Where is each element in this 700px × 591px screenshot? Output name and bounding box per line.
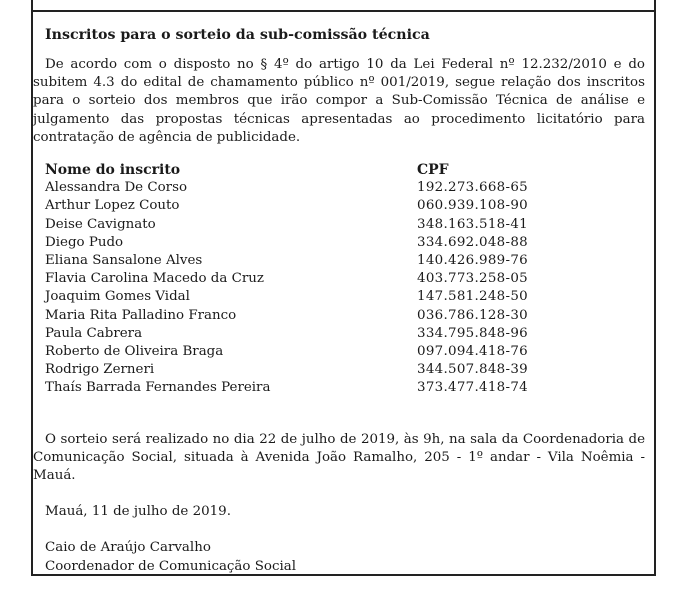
- registrant-cpf: 344.507.848-39: [417, 362, 528, 378]
- registrant-name: Deise Cavignato: [45, 216, 156, 232]
- header-name: Nome do inscrito: [45, 162, 181, 179]
- notice-content: [33, 26, 645, 576]
- notice-title: Inscritos para o sorteio da sub-comissão técnica: [45, 27, 430, 43]
- registrant-cpf: 140.426.989-76: [417, 253, 528, 269]
- signature-role: Coordenador de Comunicação Social: [45, 558, 297, 574]
- registrant-name: Roberto de Oliveira Braga: [45, 344, 224, 360]
- registrant-cpf: 373.477.418-74: [417, 380, 528, 396]
- registrant-cpf: 060.939.108-90: [417, 198, 528, 214]
- table-row: [45, 288, 528, 306]
- registrants-table: [45, 161, 528, 398]
- signature-name: Caio de Araújo Carvalho: [45, 540, 211, 556]
- registrant-cpf: 097.094.418-76: [417, 344, 528, 360]
- registrant-name: Diego Pudo: [45, 234, 124, 250]
- table-row: [45, 179, 528, 197]
- table-row: [45, 361, 528, 379]
- registrant-name: Maria Rita Palladino Franco: [45, 307, 237, 323]
- table-row: [45, 197, 528, 215]
- registrant-cpf: 348.163.518-41: [417, 216, 528, 232]
- table-row: [45, 216, 528, 234]
- registrant-name: Flavia Carolina Macedo da Cruz: [45, 271, 264, 287]
- registrant-cpf: 036.786.128-30: [417, 307, 528, 323]
- registrant-cpf: 192.273.668-65: [417, 180, 528, 196]
- date-line: Mauá, 11 de julho de 2019.: [45, 504, 231, 520]
- header-cpf: CPF: [417, 162, 449, 179]
- closing-paragraph: O sorteio será realizado no dia 22 de julho de 2019, às 9h, na sala da Coordenadoria de Comunicação Social, situada à Avenida João Ramalho, 205 - 1º andar - Vila Noêmia - Mauá.: [33, 431, 645, 484]
- registrant-name: Rodrigo Zerneri: [45, 362, 155, 378]
- registrant-cpf: 334.795.848-96: [417, 325, 528, 341]
- signature-block: [45, 539, 645, 575]
- registrant-cpf: 334.692.048-88: [417, 234, 528, 250]
- registrant-cpf: 403.773.258-05: [417, 271, 528, 287]
- table-row: [45, 325, 528, 343]
- registrant-name: Alessandra De Corso: [45, 180, 188, 196]
- registrant-name: Eliana Sansalone Alves: [45, 253, 203, 269]
- table-row: [45, 270, 528, 288]
- table-row: [45, 252, 528, 270]
- intro-paragraph: De acordo com o disposto no § 4º do artigo 10 da Lei Federal nº 12.232/2010 e do subitem 4.3 do edital de chamamento público nº 001/2019, segue relação dos inscritos para o sorteio dos membros que irão compor a Sub-Comissão Técnica de análise e julgamento das propostas técnicas apresentadas ao procedimento licitatório para contratação de agência de publicidade.: [33, 57, 645, 145]
- registrant-name: Paula Cabrera: [45, 325, 143, 341]
- registrant-cpf: 147.581.248-50: [417, 289, 528, 305]
- registrant-name: Thaís Barrada Fernandes Pereira: [45, 380, 271, 396]
- registrant-name: Arthur Lopez Couto: [45, 198, 180, 214]
- table-header-row: [45, 161, 528, 179]
- table-row: [45, 379, 528, 397]
- table-row: [45, 307, 528, 325]
- table-row: [45, 234, 528, 252]
- table-row: [45, 343, 528, 361]
- registrant-name: Joaquim Gomes Vidal: [45, 289, 190, 305]
